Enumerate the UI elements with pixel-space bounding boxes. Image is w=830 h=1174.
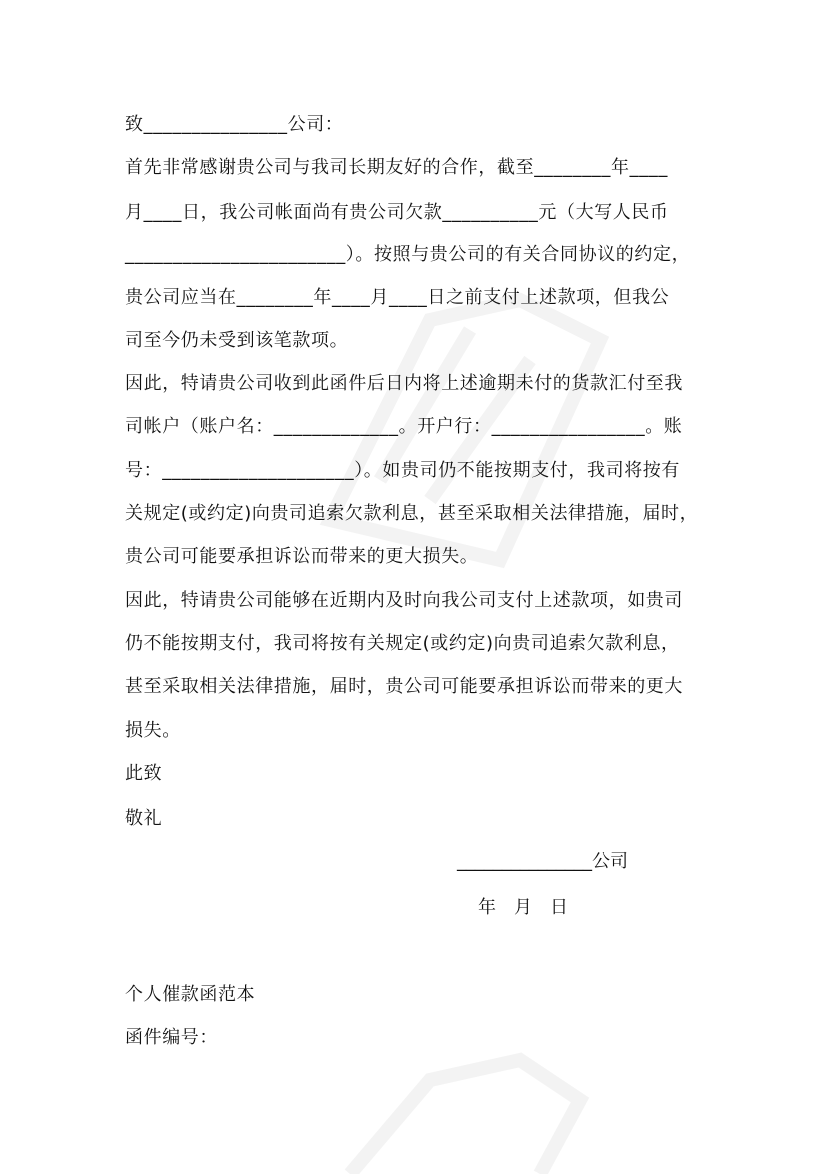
closing-line: 此致 <box>125 763 163 784</box>
body-line: 司帐户（账户名：_____________。开户行：________________。账 <box>125 416 683 437</box>
body-line: 号：____________________）。如贵司仍不能按期支付，我司将按有 <box>125 460 680 481</box>
body-line: 因此，特请贵公司能够在近期内及时向我公司支付上述款项，如贵司 <box>125 590 683 611</box>
body-line: 因此，特请贵公司收到此函件后日内将上述逾期未付的货款汇付至我 <box>125 373 683 394</box>
closing-line: 敬礼 <box>125 808 163 829</box>
body-line: 首先非常感谢贵公司与我司长期友好的合作，截至________年____ <box>125 157 668 178</box>
body-line: 损失。 <box>125 720 181 741</box>
salutation-line: 致_______________公司： <box>125 114 344 135</box>
body-line: 月____日，我公司帐面尚有贵公司欠款__________元（大写人民币 <box>125 202 669 223</box>
section-title: 个人催款函范本 <box>125 984 256 1005</box>
body-line: 贵公司应当在________年____月____日之前支付上述款项，但我公 <box>125 287 670 308</box>
body-line: _______________________）。按照与贵公司的有关合同协议的约定， <box>125 244 691 265</box>
letter-number-label: 函件编号： <box>125 1027 218 1048</box>
body-line: 关规定(或约定)向贵司追索欠款利息，甚至采取相关法律措施，届时， <box>125 503 699 524</box>
signature-date: 年 月 日 <box>478 897 568 918</box>
body-line: 贵公司可能要承担诉讼而带来的更大损失。 <box>125 546 479 567</box>
body-line: 仍不能按期支付，我司将按有关规定(或约定)向贵司追索欠款利息， <box>125 633 680 654</box>
signature-company: _______________公司 <box>457 851 628 872</box>
body-line: 甚至采取相关法律措施，届时，贵公司可能要承担诉讼而带来的更大 <box>125 676 683 697</box>
body-line: 司至今仍未受到该笔款项。 <box>125 330 349 351</box>
